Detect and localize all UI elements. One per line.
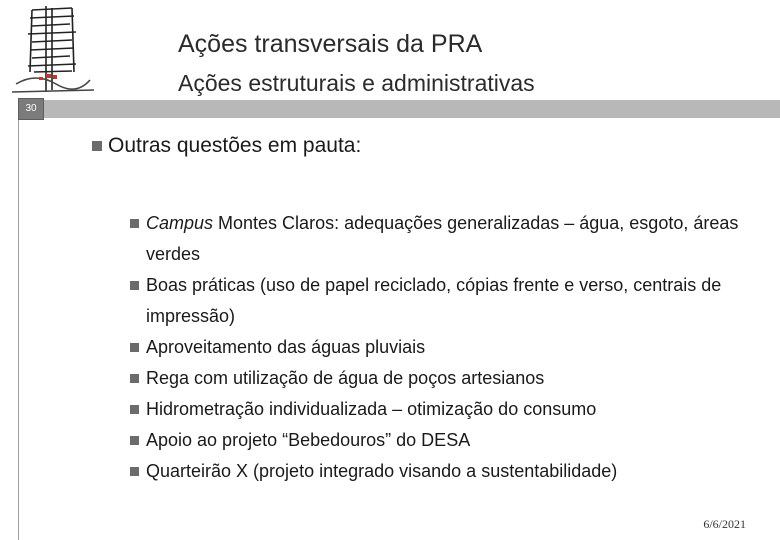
list-item — [130, 363, 750, 394]
list-item — [130, 394, 750, 425]
slide-subtitle: Ações estruturais e administrativas — [178, 70, 535, 96]
main-bullet — [92, 134, 361, 158]
list-item-text: Rega com utilização de água de poços artesianos — [146, 368, 545, 388]
bullet-square-icon — [130, 281, 139, 290]
building-sketch-logo — [6, 2, 98, 98]
slide-title: Ações transversais da PRA — [178, 30, 483, 58]
bullet-square-icon — [130, 219, 139, 228]
left-rule — [18, 120, 19, 540]
sub-bullet-list — [130, 208, 750, 487]
list-item-text: Aproveitamento das águas pluviais — [146, 337, 426, 357]
list-item — [130, 208, 750, 270]
bullet-square-icon — [130, 467, 139, 476]
slide-date: 6/6/2021 — [703, 517, 746, 531]
bullet-square-icon — [130, 374, 139, 383]
bullet-square-icon — [130, 405, 139, 414]
list-item — [130, 456, 750, 487]
list-item — [130, 332, 750, 363]
list-item-text: Apoio ao projeto “Bebedouros” do DESA — [146, 430, 471, 450]
list-item-text: Hidrometração individualizada – otimização do consumo — [146, 399, 597, 419]
list-item-italic: Campus — [146, 213, 214, 233]
main-bullet-text: Outras questões em pauta: — [108, 134, 362, 157]
header-divider — [44, 100, 780, 118]
bullet-square-icon — [130, 436, 139, 445]
bullet-square-icon — [130, 343, 139, 352]
list-item — [130, 425, 750, 456]
bullet-square-icon — [92, 141, 102, 151]
list-item-text: Boas práticas (uso de papel reciclado, cópias frente e verso, centrais de impressão) — [146, 275, 722, 326]
list-item — [130, 270, 750, 332]
list-item-text: Quarteirão X (projeto integrado visando a sustentabilidade) — [146, 461, 618, 481]
list-item-text: Montes Claros: adequações generalizadas – água, esgoto, áreas verdes — [146, 213, 739, 264]
slide-number: 30 — [18, 98, 44, 120]
